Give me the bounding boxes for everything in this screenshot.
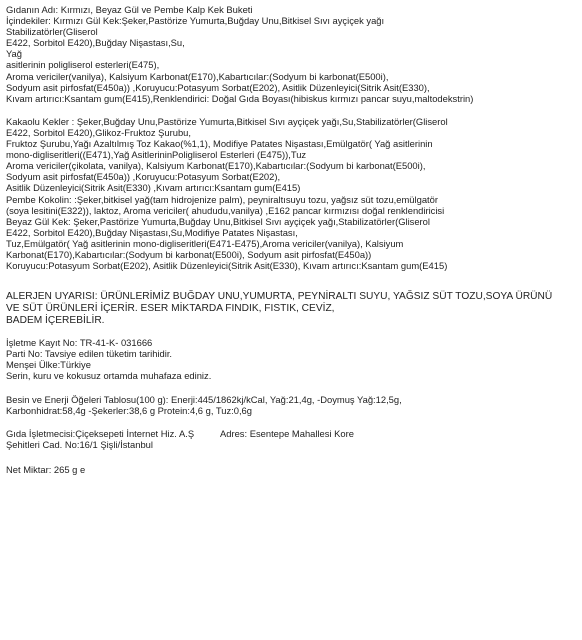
cocoa-line: Aroma vericiler(çikolata, vanilya), Kalsiyum Karbonat(E170),Kabartıcılar:(Sodyum bi karbonat(E500i), bbox=[6, 160, 426, 172]
white-rose-line: Beyaz Gül Kek: Şeker,Pastörize Yumurta,Buğday Unu,Bitkisel Sıvı ayçiçek yağı,Stabilizatörler(Gliserol bbox=[6, 215, 430, 227]
ingredients-line: İçindekiler: Kırmızı Gül Kek:Şeker,Pastörize Yumurta,Buğday Unu,Bitkisel Sıvı ayçiçek yağı bbox=[6, 15, 385, 27]
company-info bbox=[6, 428, 578, 450]
nutrition-line: Karbonhidrat:58,4g -Şekerler:38,6 g Protein:4,6 g, Tuz:0,6g bbox=[6, 404, 252, 416]
product-label-document bbox=[6, 4, 578, 475]
net-weight: Net Miktar: 265 g e bbox=[6, 463, 86, 475]
storage-instructions: Serin, kuru ve kokusuz ortamda muhafaza ediniz. bbox=[6, 370, 212, 382]
cocoa-cake-section bbox=[6, 116, 578, 271]
cocoa-line: Fruktoz Şurubu,Yağı Azaltılmış Toz Kakao(%1,1), Modifiye Patates Nişastası,Emülgatör( Yağ asitlerinin bbox=[6, 138, 433, 150]
cocoa-line: Asitlik Düzenleyici(Sitrik Asit(E330) ,Kıvam artırıcı:Ksantam gum(E415) bbox=[6, 182, 301, 194]
white-rose-line: Tuz,Emülgatör( Yağ asitlerinin mono-digliseritleri(E471-E475),Aroma vericiler(vanilya), Kalsiyum bbox=[6, 237, 404, 249]
pink-kokolin-line: (soya lesitini(E322)), laktoz, Aroma vericiler( ahududu,vanilya) ,E162 pancar kırmızısı doğal renklendiricisi bbox=[6, 204, 445, 216]
ingredients-line: Kıvam artırıcı:Ksantam gum(E415),Renklendirici: Doğal Gıda Boyası(hibiskus kırmızı pancar suyu,maltodekstrin) bbox=[6, 92, 474, 104]
nutrition-line: Besin ve Enerji Öğeleri Tablosu(100 g): Enerji:445/1862kj/kCal, Yağ:21,4g, -Doymuş Yağ:12,5g, bbox=[6, 393, 402, 405]
address-label: Adres: Esentepe Mahallesi Kore bbox=[220, 427, 354, 439]
country-of-origin: Menşei Ülke:Türkiye bbox=[6, 359, 91, 371]
white-rose-line: Karbonat(E170),Kabartıcılar:(Sodyum bi karbonat(E500i), Sodyum asit pirfosfat(E450a)) bbox=[6, 248, 372, 260]
address-line: Şehitleri Cad. No:16/1 Şişli/İstanbul bbox=[6, 438, 153, 450]
ingredients-section bbox=[6, 4, 578, 104]
cocoa-line: E422, Sorbitol E420),Glikoz-Fruktoz Şurubu, bbox=[6, 126, 191, 138]
cocoa-line: Sodyum asit pirfosfat(E450a)) ,Koruyucu:Potasyum Sorbat(E202), bbox=[6, 171, 281, 183]
registration-number: İşletme Kayıt No: TR-41-K- 031666 bbox=[6, 337, 153, 349]
product-name-line: Gıdanın Adı: Kırmızı, Beyaz Gül ve Pembe Kalp Kek Buketi bbox=[6, 4, 253, 15]
cocoa-line: mono-digliseritleri((E471),Yağ AsitlerininPoligliserol Esterleri (E475)),Tuz bbox=[6, 149, 307, 161]
allergen-line: BADEM İÇEREBİLİR. bbox=[6, 315, 105, 327]
batch-number: Parti No: Tavsiye edilen tüketim tarihidir. bbox=[6, 348, 173, 360]
ingredients-line: asitlerinin poligliserol esterleri(E475), bbox=[6, 59, 160, 71]
ingredients-line: Yağ bbox=[6, 48, 22, 60]
ingredients-line: Aroma vericiler(vanilya), Kalsiyum Karbonat(E170),Kabartıcılar:(Sodyum bi karbonat(E500i), bbox=[6, 70, 389, 82]
white-rose-line: Koruyucu:Potasyum Sorbat(E202), Asitlik Düzenleyici(Sitrik Asit(E330), Kıvam artırıcı:Ksantam gum(E415) bbox=[6, 260, 448, 272]
cocoa-line: Kakaolu Kekler : Şeker,Buğday Unu,Pastörize Yumurta,Bitkisel Sıvı ayçiçek yağı,Su,Stabilizatörler(Gliserol bbox=[6, 115, 448, 127]
food-operator: Gıda İşletmecisi:Çiçeksepeti İnternet Hiz. A.Ş bbox=[6, 427, 195, 439]
allergen-line: ALERJEN UYARISI: ÜRÜNLERİMİZ BUĞDAY UNU,YUMURTA, PEYNİRALTI SUYU, YAĞSIZ SÜT TOZU,SOYA ÜRÜNÜ bbox=[6, 291, 553, 303]
nutrition-facts bbox=[6, 394, 578, 416]
pink-kokolin-line: Pembe Kokolin: :Şeker,bitkisel yağ(tam hidrojenize palm), peyniraltısuyu tozu, yağsız süt tozu,emülgatör bbox=[6, 193, 438, 205]
ingredients-line: Sodyum asit pirfosfat(E450a)) ,Koruyucu:Potasyum Sorbat(E202), Asitlik Düzenleyici(Sitrik Asit(E330), bbox=[6, 81, 430, 93]
registration-info bbox=[6, 337, 578, 381]
allergen-line: VE SÜT ÜRÜNLERİ İÇERİR. ESER MİKTARDA FINDIK, FISTIK, CEVİZ, bbox=[6, 303, 335, 315]
allergen-warning bbox=[6, 291, 578, 327]
ingredients-line: Stabilizatörler(Gliserol bbox=[6, 26, 98, 38]
ingredients-line: E422, Sorbitol E420),Buğday Nişastası,Su, bbox=[6, 37, 185, 49]
white-rose-line: E422, Sorbitol E420),Buğday Nişastası,Su,Modifiye Patates Nişastası, bbox=[6, 226, 298, 238]
